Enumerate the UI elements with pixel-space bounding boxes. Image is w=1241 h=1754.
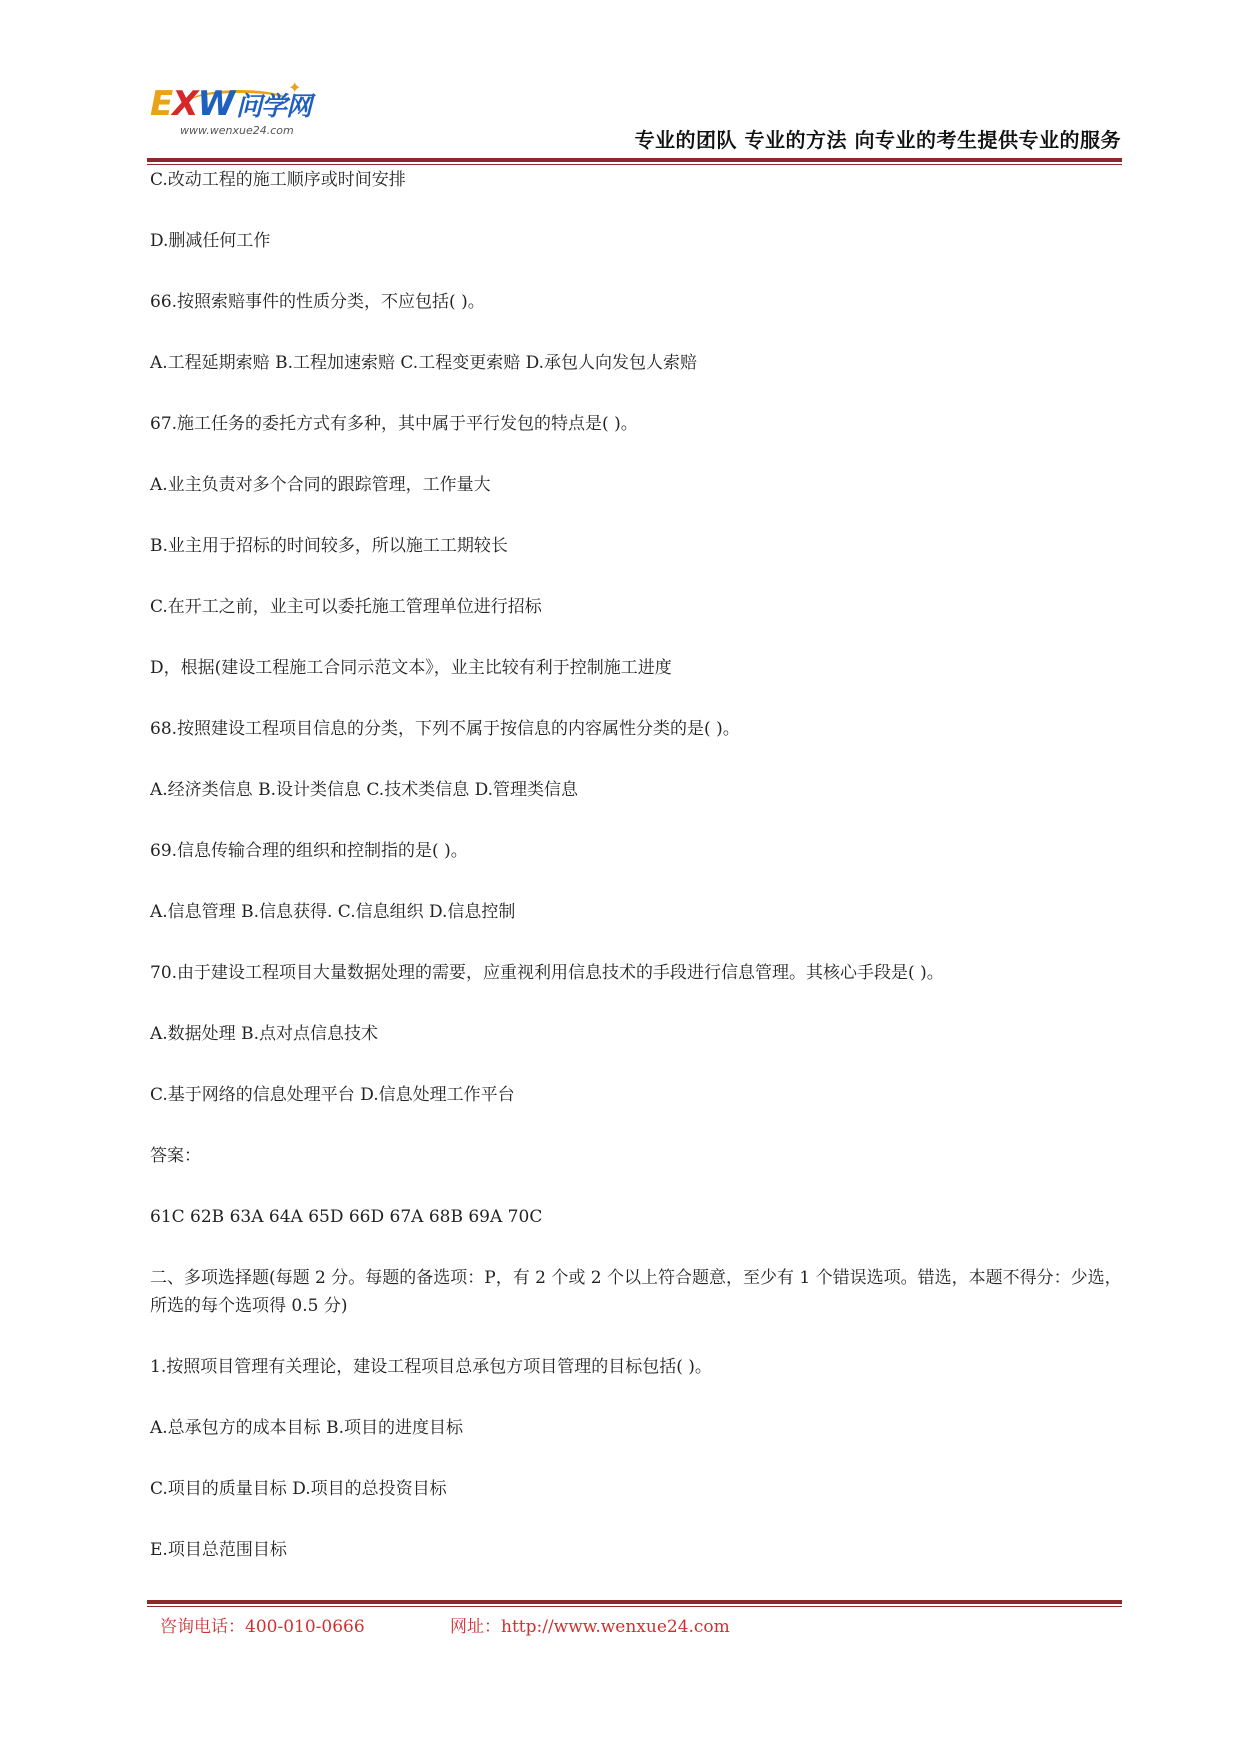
paragraph: D，根据(建设工程施工合同示范文本》，业主比较有利于控制施工进度 <box>150 658 672 678</box>
logo-star-icon: ✦ <box>288 78 302 97</box>
logo-letter-x: X <box>172 84 198 124</box>
paragraph: B.业主用于招标的时间较多，所以施工工期较长 <box>150 536 508 556</box>
paragraph: C.改动工程的施工顺序或时间安排 <box>150 170 406 190</box>
paragraph: C.在开工之前，业主可以委托施工管理单位进行招标 <box>150 597 542 617</box>
paragraph: A.信息管理 B.信息获得. C.信息组织 D.信息控制 <box>150 902 516 922</box>
logo-chinese-name: 问学网 <box>235 92 311 122</box>
logo-mark <box>150 84 311 127</box>
site-logo[interactable] <box>150 78 320 146</box>
footer-website-link[interactable]: 网址：http://www.wenxue24.com <box>450 1617 730 1637</box>
paragraph: E.项目总范围目标 <box>150 1540 287 1560</box>
paragraph: D.删减任何工作 <box>150 231 271 251</box>
paragraph: A.数据处理 B.点对点信息技术 <box>150 1024 378 1044</box>
answers-list: 61C 62B 63A 64A 65D 66D 67A 68B 69A 70C <box>150 1207 543 1227</box>
document-body <box>150 166 1130 1597</box>
paragraph: A.工程延期索赔 B.工程加速索赔 C.工程变更索赔 D.承包人向发包人索赔 <box>150 353 698 373</box>
paragraph: A.总承包方的成本目标 B.项目的进度目标 <box>150 1418 463 1438</box>
question-68: 68.按照建设工程项目信息的分类，下列不属于按信息的内容属性分类的是( )。 <box>150 719 740 739</box>
answers-heading: 答案： <box>150 1146 201 1166</box>
question-66: 66.按照索赔事件的性质分类，不应包括( )。 <box>150 292 485 312</box>
footer-divider <box>147 1600 1122 1607</box>
logo-letter-w: W <box>197 84 234 124</box>
header-divider <box>147 158 1122 165</box>
logo-letter-e: E <box>150 84 173 124</box>
question-1: 1.按照项目管理有关理论，建设工程项目总承包方项目管理的目标包括( )。 <box>150 1357 712 1377</box>
paragraph: A.业主负责对多个合同的跟踪管理，工作量大 <box>150 475 491 495</box>
paragraph: A.经济类信息 B.设计类信息 C.技术类信息 D.管理类信息 <box>150 780 579 800</box>
header-slogan: 专业的团队 专业的方法 向专业的考生提供专业的服务 <box>634 128 1121 152</box>
logo-url: www.wenxue24.com <box>180 124 294 137</box>
paragraph: C.基于网络的信息处理平台 D.信息处理工作平台 <box>150 1085 515 1105</box>
question-67: 67.施工任务的委托方式有多种，其中属于平行发包的特点是( )。 <box>150 414 638 434</box>
footer-phone: 咨询电话：400-010-0666 <box>160 1617 365 1637</box>
question-70: 70.由于建设工程项目大量数据处理的需要，应重视利用信息技术的手段进行信息管理。其核心手段是( )。 <box>150 963 944 983</box>
section-heading-multiple-choice: 二、多项选择题(每题 2 分。每题的备选项：P，有 2 个或 2 个以上符合题意，至少有 1 个错误选项。错选，本题不得分：少选，所选的每个选项得 0.5 分) <box>150 1268 1122 1316</box>
question-69: 69.信息传输合理的组织和控制指的是( )。 <box>150 841 468 861</box>
paragraph: C.项目的质量目标 D.项目的总投资目标 <box>150 1479 447 1499</box>
